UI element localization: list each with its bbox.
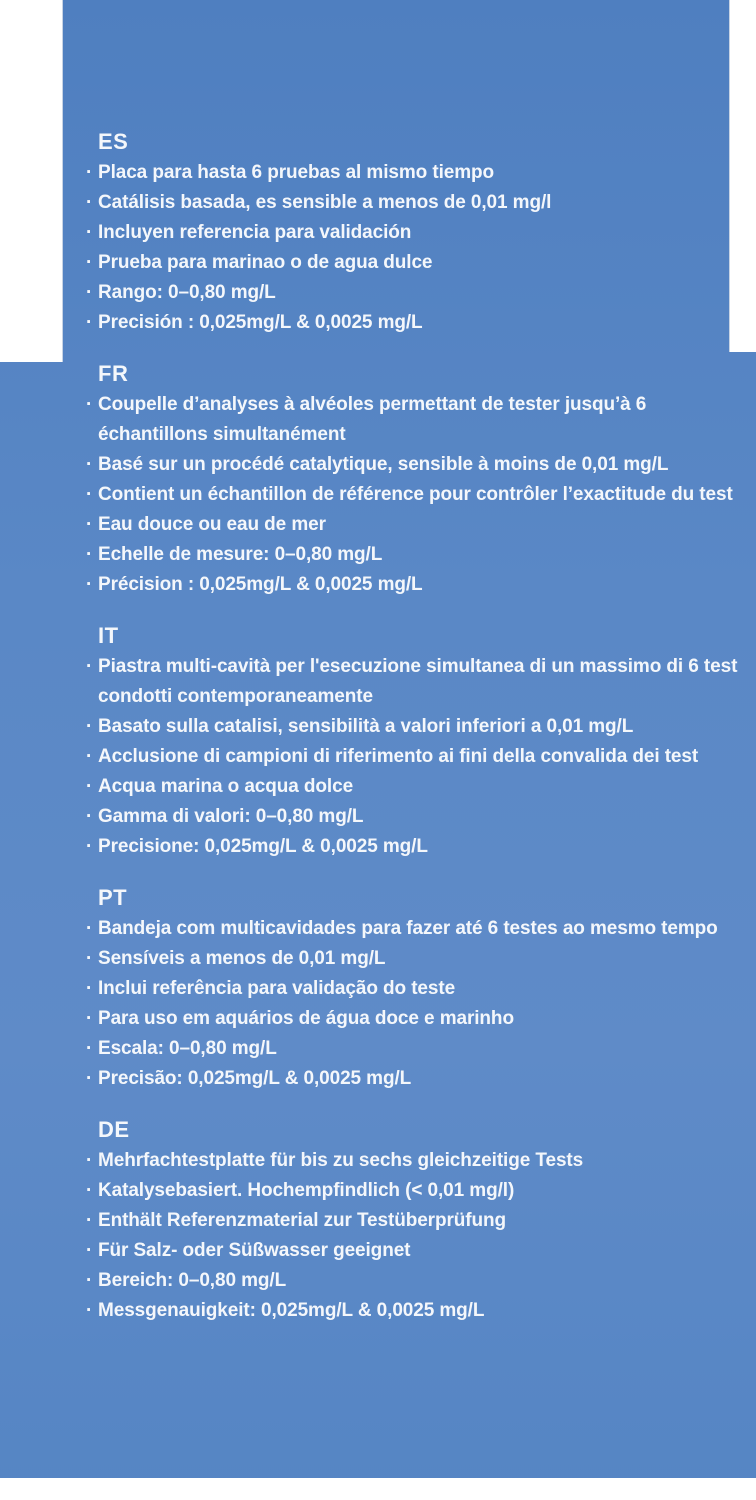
bullet-icon: · xyxy=(86,394,93,415)
bullet-icon: · xyxy=(86,192,93,213)
feature-list-item xyxy=(88,1034,738,1064)
feature-text: Precisão: 0,025mg/L & 0,0025 mg/L xyxy=(98,1068,412,1089)
feature-text: Contient un échantillon de référence pour contrôler l’exactitude du test xyxy=(98,484,733,505)
bullet-icon: · xyxy=(86,1180,93,1201)
feature-text: Placa para hasta 6 pruebas al mismo tiempo xyxy=(98,162,495,183)
language-section-pt xyxy=(88,884,738,1094)
bullet-icon: · xyxy=(86,746,93,767)
feature-list-item xyxy=(88,1206,738,1236)
feature-list-item xyxy=(88,914,738,944)
feature-list-item xyxy=(88,278,738,308)
feature-list-item xyxy=(88,480,738,510)
feature-list-item xyxy=(88,1236,738,1266)
bullet-icon: · xyxy=(86,544,93,565)
feature-list-item xyxy=(88,308,738,338)
feature-text: Gamma di valori: 0–0,80 mg/L xyxy=(98,806,364,827)
feature-list-item xyxy=(88,974,738,1004)
feature-list-item xyxy=(88,450,738,480)
feature-text: Catálisis basada, es sensible a menos de 0,01 mg/l xyxy=(98,192,552,213)
feature-text: Acqua marina o acqua dolce xyxy=(98,776,354,797)
feature-list-item xyxy=(88,944,738,974)
feature-text: Messgenauigkeit: 0,025mg/L & 0,0025 mg/L xyxy=(98,1300,485,1321)
feature-text: Rango: 0–0,80 mg/L xyxy=(98,282,276,303)
bullet-icon: · xyxy=(86,1068,93,1089)
feature-list-item xyxy=(88,1176,738,1206)
feature-list-item xyxy=(88,218,738,248)
feature-list-item xyxy=(88,1296,738,1326)
bullet-icon: · xyxy=(86,1300,93,1321)
feature-text: Incluyen referencia para validación xyxy=(98,222,412,243)
multilingual-feature-list xyxy=(88,128,738,1348)
feature-list-item xyxy=(88,1064,738,1094)
bullet-icon: · xyxy=(86,716,93,737)
bullet-icon: · xyxy=(86,484,93,505)
bullet-icon: · xyxy=(86,1270,93,1291)
feature-list-item xyxy=(88,1004,738,1034)
feature-list-item xyxy=(88,540,738,570)
language-section-es xyxy=(88,128,738,338)
language-code: FR xyxy=(98,361,129,386)
language-section-it xyxy=(88,622,738,862)
bullet-icon: · xyxy=(86,454,93,475)
feature-text: Escala: 0–0,80 mg/L xyxy=(98,1038,277,1059)
feature-text: Eau douce ou eau de mer xyxy=(98,514,326,535)
language-code: DE xyxy=(98,1117,130,1142)
feature-list-item xyxy=(88,510,738,540)
bullet-icon: · xyxy=(86,776,93,797)
bullet-icon: · xyxy=(86,978,93,999)
bullet-icon: · xyxy=(86,312,93,333)
bullet-icon: · xyxy=(86,948,93,969)
bullet-icon: · xyxy=(86,1038,93,1059)
feature-list-item xyxy=(88,742,738,772)
feature-list-item xyxy=(88,158,738,188)
feature-text: Bereich: 0–0,80 mg/L xyxy=(98,1270,287,1291)
language-code: ES xyxy=(98,129,129,154)
bullet-icon: · xyxy=(86,162,93,183)
bullet-icon: · xyxy=(86,282,93,303)
feature-text: Mehrfachtestplatte für bis zu sechs gleichzeitige Tests xyxy=(98,1150,584,1171)
feature-text: Prueba para marinao o de agua dulce xyxy=(98,252,433,273)
bullet-icon: · xyxy=(86,918,93,939)
feature-list-item xyxy=(88,832,738,862)
feature-list-item xyxy=(88,802,738,832)
feature-text: Inclui referência para validação do teste xyxy=(98,978,456,999)
bullet-icon: · xyxy=(86,574,93,595)
feature-text: Precisión : 0,025mg/L & 0,0025 mg/L xyxy=(98,312,423,333)
language-code: IT xyxy=(98,623,119,648)
bullet-icon: · xyxy=(86,806,93,827)
feature-text: Coupelle d’analyses à alvéoles permettant de tester jusqu’à 6 échantillons simultanément xyxy=(98,394,647,445)
feature-text: Acclusione di campioni di riferimento ai fini della convalida dei test xyxy=(98,746,699,767)
feature-list-item xyxy=(88,188,738,218)
feature-text: Piastra multi-cavità per l'esecuzione simultanea di un massimo di 6 test condotti contemporaneamente xyxy=(98,656,738,707)
feature-text: Echelle de mesure: 0–0,80 mg/L xyxy=(98,544,383,565)
feature-text: Katalysebasiert. Hochempfindlich (< 0,01 mg/l) xyxy=(98,1180,515,1201)
feature-text: Basé sur un procédé catalytique, sensible à moins de 0,01 mg/L xyxy=(98,454,669,475)
feature-text: Para uso em aquários de água doce e marinho xyxy=(98,1008,514,1029)
bullet-icon: · xyxy=(86,836,93,857)
feature-text: Précision : 0,025mg/L & 0,0025 mg/L xyxy=(98,574,423,595)
feature-list-item xyxy=(88,712,738,742)
bullet-icon: · xyxy=(86,514,93,535)
feature-text: Bandeja com multicavidades para fazer até 6 testes ao mesmo tempo xyxy=(98,918,718,939)
feature-list-item xyxy=(88,390,738,450)
bullet-icon: · xyxy=(86,222,93,243)
feature-list-item xyxy=(88,1266,738,1296)
feature-list-item xyxy=(88,772,738,802)
bullet-icon: · xyxy=(86,1240,93,1261)
package-cutout-left xyxy=(0,0,63,362)
feature-text: Für Salz- oder Süßwasser geeignet xyxy=(98,1240,411,1261)
feature-text: Enthält Referenzmaterial zur Testüberprüfung xyxy=(98,1210,507,1231)
bullet-icon: · xyxy=(86,1008,93,1029)
bullet-icon: · xyxy=(86,1150,93,1171)
feature-list-item xyxy=(88,652,738,712)
bullet-icon: · xyxy=(86,252,93,273)
feature-text: Basato sulla catalisi, sensibilità a valori inferiori a 0,01 mg/L xyxy=(98,716,634,737)
bullet-icon: · xyxy=(86,1210,93,1231)
language-section-fr xyxy=(88,360,738,600)
package-bottom-edge xyxy=(0,1478,756,1500)
bullet-icon: · xyxy=(86,656,93,677)
feature-list-item xyxy=(88,1146,738,1176)
language-code: PT xyxy=(98,885,128,910)
feature-list-item xyxy=(88,248,738,278)
feature-text: Sensíveis a menos de 0,01 mg/L xyxy=(98,948,386,969)
language-section-de xyxy=(88,1116,738,1326)
feature-list-item xyxy=(88,570,738,600)
feature-text: Precisione: 0,025mg/L & 0,0025 mg/L xyxy=(98,836,428,857)
